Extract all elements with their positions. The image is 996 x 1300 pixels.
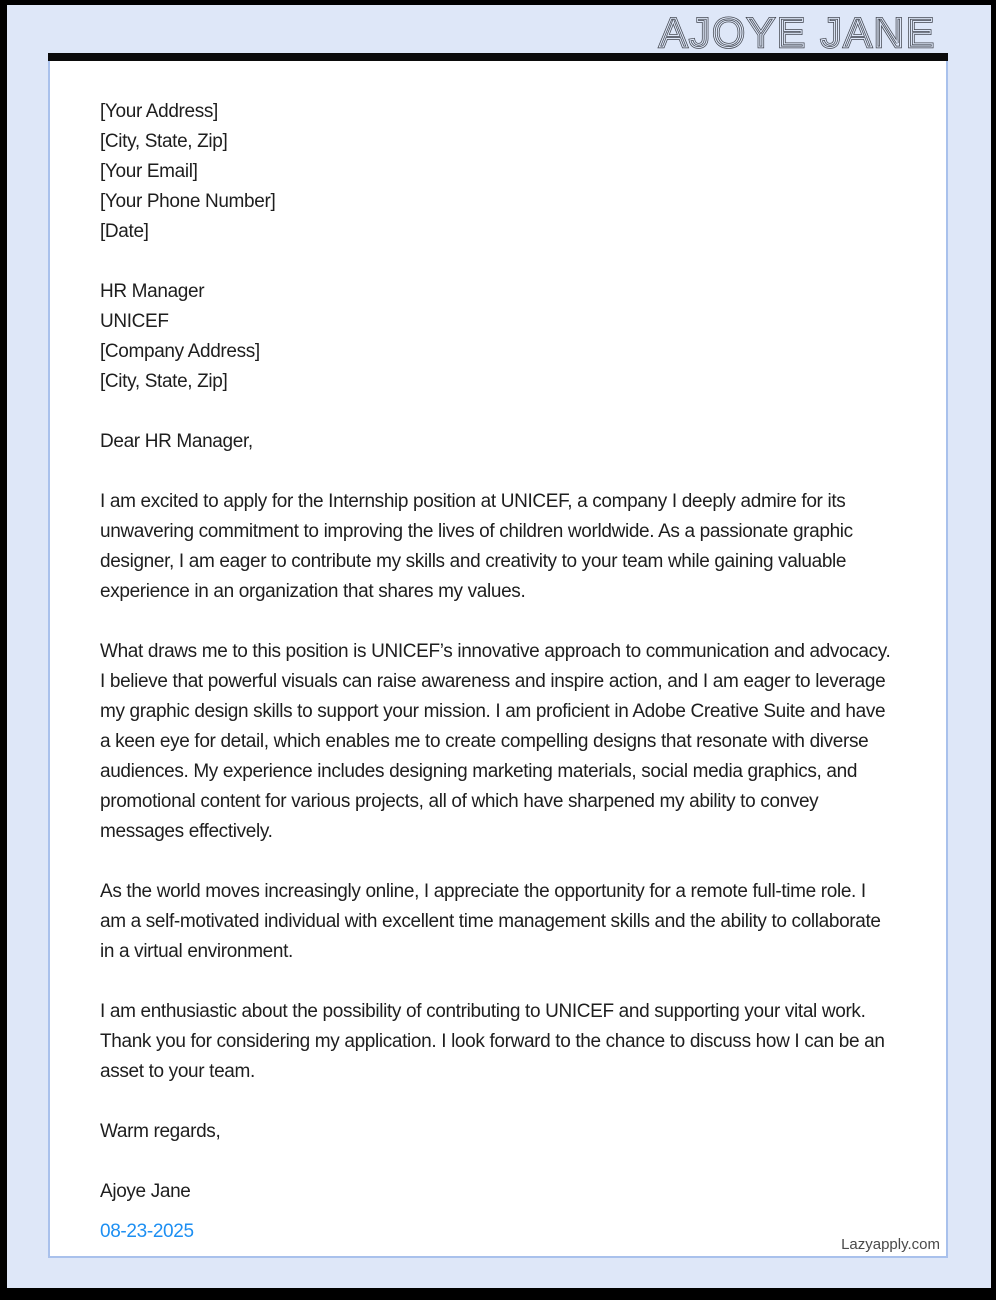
letter-sheet bbox=[48, 61, 948, 1258]
recipient-block bbox=[100, 277, 896, 397]
recipient-address-line: [Company Address] bbox=[100, 341, 260, 362]
brand-name: AJOYE JANE AJOYE JANE bbox=[659, 11, 936, 55]
paragraph-intro: I am excited to apply for the Internship position at UNICEF, a company I deeply admire for its unwavering commitment to improving the lives of children worldwide. As a passionate graphic designer, I am eager to contribute my skills and creativity to your team while gaining valuable experience in an organization that shares my values. bbox=[100, 491, 853, 602]
recipient-city-line: [City, State, Zip] bbox=[100, 371, 228, 392]
sender-date-line: [Date] bbox=[100, 221, 149, 242]
recipient-company-line: UNICEF bbox=[100, 311, 169, 332]
sender-phone-line: [Your Phone Number] bbox=[100, 191, 276, 212]
sender-city-line: [City, State, Zip] bbox=[100, 131, 228, 152]
watermark-lazyapply: Lazyapply.com bbox=[841, 1236, 940, 1253]
sender-email-line: [Your Email] bbox=[100, 161, 198, 182]
page-background bbox=[7, 5, 991, 1288]
sender-address-line: [Your Address] bbox=[100, 101, 218, 122]
date-link[interactable]: 08-23-2025 bbox=[100, 1221, 194, 1242]
signature-name: Ajoye Jane bbox=[100, 1181, 191, 1202]
closing-salutation: Warm regards, bbox=[100, 1121, 221, 1142]
recipient-title-line: HR Manager bbox=[100, 281, 205, 302]
sender-block bbox=[100, 97, 896, 247]
header bbox=[7, 5, 991, 56]
salutation: Dear HR Manager, bbox=[100, 431, 253, 452]
paragraph-skills: What draws me to this position is UNICEF’s innovative approach to communication and advocacy. I believe that powerful visuals can raise awareness and inspire action, and I am eager to leverage my graphic design skills to support your mission. I am proficient in Adobe Creative Suite and have a keen eye for detail, which enables me to create compelling designs that resonate with diverse audiences. My experience includes designing marketing materials, social media graphics, and promotional content for various projects, all of which have sharpened my ability to convey messages effectively. bbox=[100, 641, 891, 842]
paragraph-remote: As the world moves increasingly online, I appreciate the opportunity for a remote full-time role. I am a self-motivated individual with excellent time management skills and the ability to collaborate in a virtual environment. bbox=[100, 881, 881, 962]
paragraph-closing: I am enthusiastic about the possibility of contributing to UNICEF and supporting your vital work. Thank you for considering my application. I look forward to the chance to discuss how I can be an asset to your team. bbox=[100, 1001, 885, 1082]
